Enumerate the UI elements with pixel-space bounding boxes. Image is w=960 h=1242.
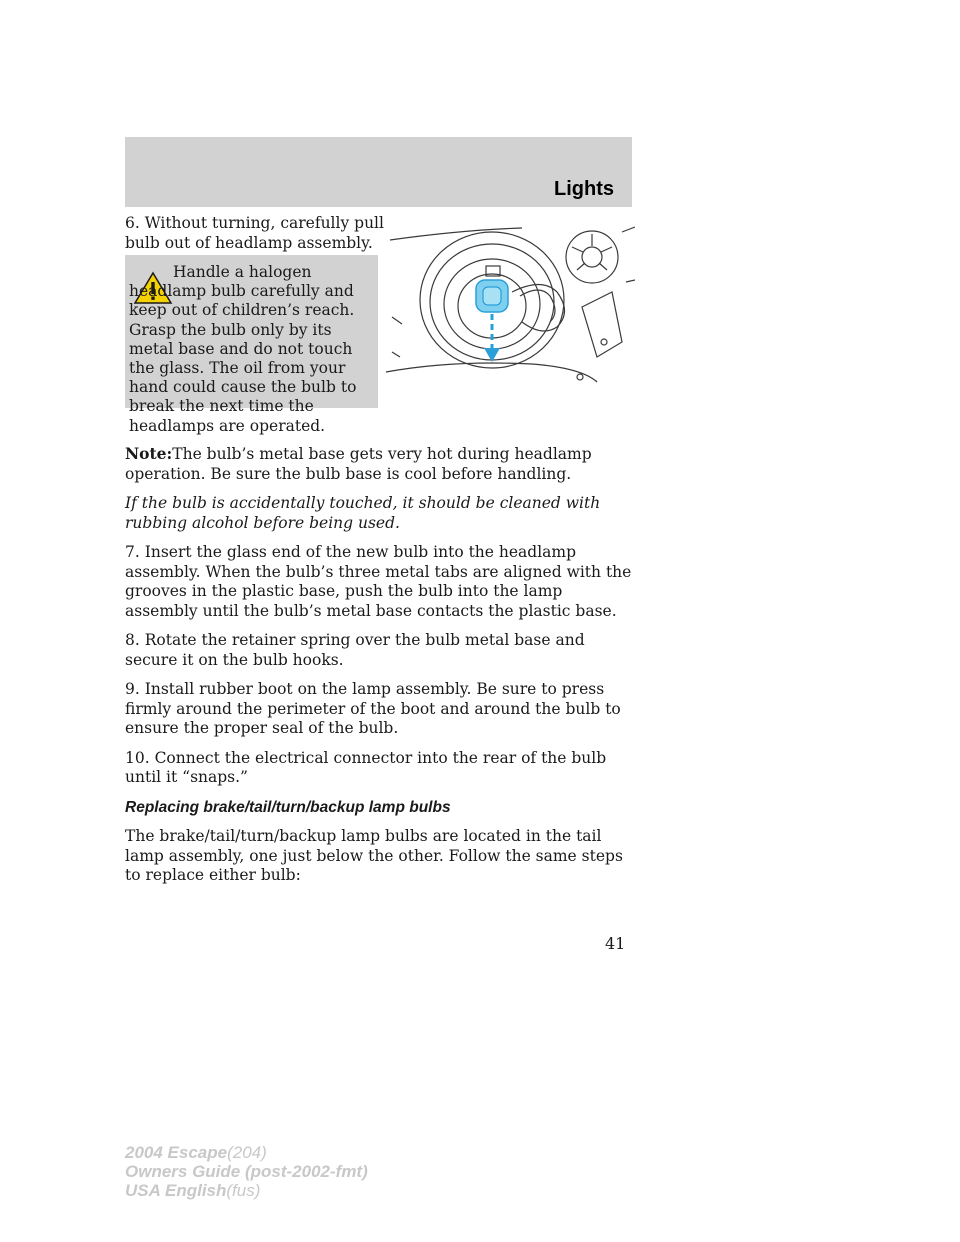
subheading: Replacing brake/tail/turn/backup lamp bulbs bbox=[125, 798, 451, 816]
step-9-text: 9. Install rubber boot on the lamp assembly. Be sure to press firmly around the perimeter of the boot and around the bulb to ensure the proper seal of the bulb. bbox=[125, 680, 621, 737]
step-7-text: 7. Insert the glass end of the new bulb into the headlamp assembly. When the bulb’s three metal tabs are aligned with the grooves in the plastic base, push the bulb into the lamp assembly until the bulb’s metal base contacts the plastic base. bbox=[125, 543, 632, 620]
section-header-band bbox=[125, 137, 632, 207]
note-text: The bulb’s metal base gets very hot during headlamp operation. Be sure the bulb base is cool before handling. bbox=[125, 445, 592, 483]
headlamp-bulb-diagram bbox=[382, 222, 635, 390]
main-text-column bbox=[125, 444, 632, 896]
step-8-text: 8. Rotate the retainer spring over the bulb metal base and secure it on the bulb hooks. bbox=[125, 631, 585, 669]
footer-line-2: Owners Guide (post-2002-fmt) bbox=[125, 1162, 368, 1181]
note-label: Note: bbox=[125, 444, 173, 463]
footer-line-1: 2004 Escape(204) bbox=[125, 1143, 267, 1162]
note-paragraph bbox=[125, 444, 632, 484]
step-10-text: 10. Connect the electrical connector into the rear of the bulb until it “snaps.” bbox=[125, 748, 607, 786]
italic-note: If the bulb is accidentally touched, it should be cleaned with rubbing alcohol before being used. bbox=[125, 494, 601, 532]
section-title: Lights bbox=[554, 178, 614, 200]
warning-box bbox=[125, 255, 378, 435]
closing-text: The brake/tail/turn/backup lamp bulbs are located in the tail lamp assembly, one just below the other. Follow the same steps to replace either bulb: bbox=[125, 827, 623, 884]
step-6-text: 6. Without turning, carefully pull bulb out of headlamp assembly. bbox=[125, 214, 384, 252]
document-footer bbox=[125, 1143, 368, 1200]
footer-line-3: USA English(fus) bbox=[125, 1181, 261, 1200]
page-number: 41 bbox=[605, 934, 626, 953]
warning-text: Handle a halogen headlamp bulb carefully and keep out of children’s reach. Grasp the bulb only by its metal base and do not touch the glass. The oil from your hand could cause the bulb to break the next time the headlamps are operated. bbox=[129, 263, 357, 435]
